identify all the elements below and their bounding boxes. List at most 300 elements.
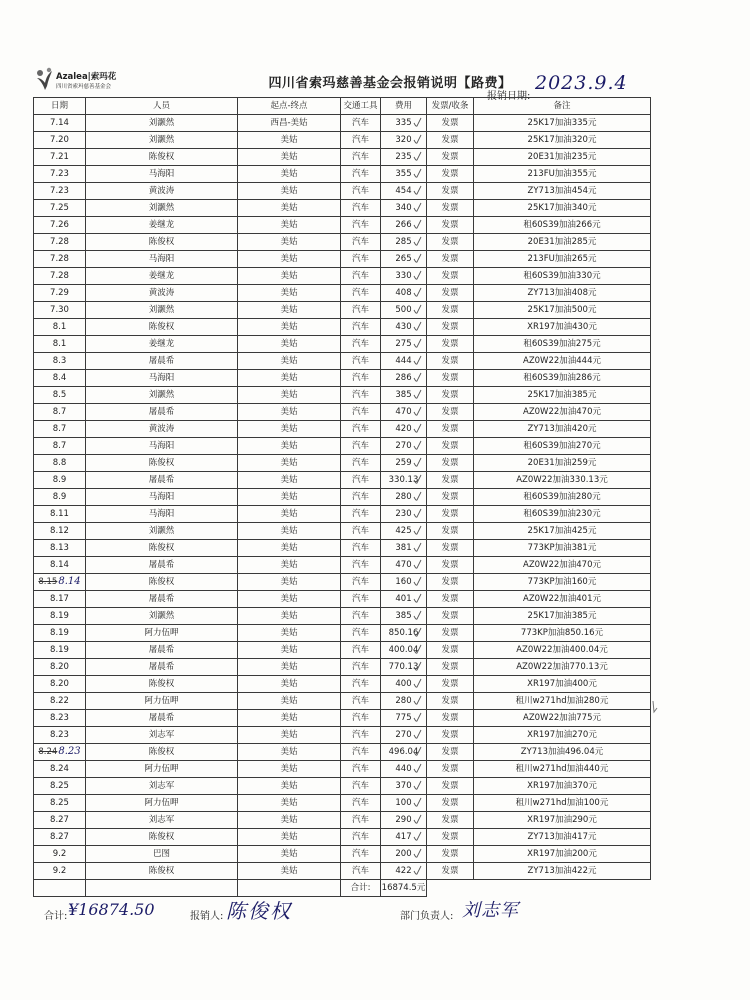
table-row	[34, 336, 651, 353]
cell-note: 20E31加油259元	[474, 455, 651, 472]
check-mark-icon	[413, 252, 422, 264]
cell-vehicle: 汽车	[341, 149, 381, 166]
check-mark-icon	[413, 303, 422, 315]
cell-receipt: 发票	[427, 370, 474, 387]
cell-route: 美姑	[238, 268, 341, 285]
cell-date	[34, 438, 86, 455]
cell-fee: 266	[381, 217, 427, 234]
cell-person: 刘灏然	[86, 132, 238, 149]
cell-person: 刘志军	[86, 812, 238, 829]
footer-dept-head-label: 部门负责人:	[400, 911, 454, 922]
cell-vehicle: 汽车	[341, 421, 381, 438]
cell-person: 陈俊权	[86, 455, 238, 472]
cell-note: AZ0W22加油401元	[474, 591, 651, 608]
cell-note: 租60S39加油286元	[474, 370, 651, 387]
cell-fee: 420	[381, 421, 427, 438]
cell-fee: 270	[381, 438, 427, 455]
cell-receipt: 发票	[427, 319, 474, 336]
cell-route: 美姑	[238, 285, 341, 302]
cell-fee: 235	[381, 149, 427, 166]
date-text: 8.24	[38, 747, 58, 757]
dept-head-signature: 刘志军	[462, 900, 519, 921]
cell-note: XR197加油430元	[474, 319, 651, 336]
cell-note: ZY713加油422元	[474, 863, 651, 880]
cell-note: AZ0W22加油330.13元	[474, 472, 651, 489]
check-mark-icon	[413, 796, 422, 808]
cell-note: 25K17加油385元	[474, 608, 651, 625]
table-row	[34, 370, 651, 387]
cell-fee: 454	[381, 183, 427, 200]
empty-cell	[34, 880, 86, 897]
cell-route: 美姑	[238, 200, 341, 217]
date-text: 8.23	[50, 730, 69, 740]
cell-receipt: 发票	[427, 727, 474, 744]
cell-date	[34, 846, 86, 863]
col-note: 备注	[474, 98, 651, 115]
cell-person: 陈俊权	[86, 540, 238, 557]
expense-table	[33, 97, 651, 897]
cell-vehicle: 汽车	[341, 676, 381, 693]
cell-note: 773KP加油850.16元	[474, 625, 651, 642]
cell-route: 美姑	[238, 421, 341, 438]
cell-person: 巴图	[86, 846, 238, 863]
table-row	[34, 132, 651, 149]
margin-check-mark-icon	[651, 700, 659, 714]
table-row	[34, 319, 651, 336]
cell-date	[34, 387, 86, 404]
check-mark-icon	[413, 150, 422, 162]
table-row	[34, 557, 651, 574]
check-mark-icon	[413, 286, 422, 298]
cell-note: AZ0W22加油470元	[474, 404, 651, 421]
table-row	[34, 421, 651, 438]
table-row	[34, 625, 651, 642]
cell-date	[34, 676, 86, 693]
cell-route: 美姑	[238, 727, 341, 744]
cell-receipt: 发票	[427, 268, 474, 285]
cell-vehicle: 汽车	[341, 115, 381, 132]
report-date-handwritten: 2023.9.4	[535, 72, 628, 94]
table-row	[34, 540, 651, 557]
cell-note: 213FU加油265元	[474, 251, 651, 268]
cell-note: XR197加油290元	[474, 812, 651, 829]
cell-date	[34, 166, 86, 183]
cell-date	[34, 285, 86, 302]
cell-receipt: 发票	[427, 608, 474, 625]
cell-fee: 400.04	[381, 642, 427, 659]
table-row	[34, 693, 651, 710]
cell-vehicle: 汽车	[341, 166, 381, 183]
cell-fee: 417	[381, 829, 427, 846]
date-text: 8.4	[52, 373, 67, 383]
check-mark-icon	[413, 456, 422, 468]
check-mark-icon	[413, 558, 422, 570]
cell-route: 美姑	[238, 166, 341, 183]
cell-date	[34, 115, 86, 132]
cell-note: ZY713加油496.04元	[474, 744, 651, 761]
cell-note: ZY713加油420元	[474, 421, 651, 438]
cell-route: 美姑	[238, 251, 341, 268]
cell-receipt: 发票	[427, 744, 474, 761]
empty-cell	[427, 880, 474, 897]
cell-receipt: 发票	[427, 489, 474, 506]
cell-note: XR197加油370元	[474, 778, 651, 795]
check-mark-icon	[413, 813, 422, 825]
cell-person: 马海阳	[86, 506, 238, 523]
cell-vehicle: 汽车	[341, 370, 381, 387]
cell-fee: 100	[381, 795, 427, 812]
cell-route: 美姑	[238, 234, 341, 251]
table-row	[34, 710, 651, 727]
date-text: 9.2	[52, 849, 67, 859]
date-text: 8.9	[52, 475, 67, 485]
cell-fee: 770.13	[381, 659, 427, 676]
cell-date	[34, 829, 86, 846]
cell-route: 美姑	[238, 183, 341, 200]
check-mark-icon	[413, 269, 422, 281]
table-row	[34, 778, 651, 795]
cell-route: 美姑	[238, 132, 341, 149]
table-row	[34, 251, 651, 268]
cell-note: XR197加油400元	[474, 676, 651, 693]
cell-receipt: 发票	[427, 387, 474, 404]
cell-receipt: 发票	[427, 540, 474, 557]
cell-vehicle: 汽车	[341, 574, 381, 591]
table-total-row	[34, 880, 651, 897]
cell-date	[34, 183, 86, 200]
cell-note: AZ0W22加油770.13元	[474, 659, 651, 676]
logo-name: Azalea|索玛花	[56, 72, 117, 82]
date-text: 8.19	[50, 628, 69, 638]
col-person: 人员	[86, 98, 238, 115]
cell-note: 773KP加油381元	[474, 540, 651, 557]
cell-person: 刘志军	[86, 727, 238, 744]
cell-note: 25K17加油335元	[474, 115, 651, 132]
date-text: 8.27	[50, 832, 69, 842]
check-mark-icon	[413, 337, 422, 349]
cell-route: 美姑	[238, 693, 341, 710]
cell-vehicle: 汽车	[341, 761, 381, 778]
date-correction-handwritten: 8.14	[58, 576, 81, 587]
table-row	[34, 149, 651, 166]
date-text: 7.20	[50, 135, 69, 145]
cell-vehicle: 汽车	[341, 132, 381, 149]
table-row	[34, 166, 651, 183]
cell-receipt: 发票	[427, 506, 474, 523]
date-text: 8.7	[52, 424, 67, 434]
cell-note: 租60S39加油330元	[474, 268, 651, 285]
cell-person: 马海阳	[86, 489, 238, 506]
cell-note: 租60S39加油275元	[474, 336, 651, 353]
cell-receipt: 发票	[427, 455, 474, 472]
cell-date	[34, 506, 86, 523]
cell-date	[34, 251, 86, 268]
cell-date	[34, 353, 86, 370]
cell-receipt: 发票	[427, 829, 474, 846]
cell-date	[34, 489, 86, 506]
date-text: 7.29	[50, 288, 69, 298]
col-vehicle: 交通工具	[341, 98, 381, 115]
cell-route: 美姑	[238, 574, 341, 591]
cell-fee: 340	[381, 200, 427, 217]
cell-receipt: 发票	[427, 200, 474, 217]
date-text: 7.26	[50, 220, 69, 230]
check-mark-icon	[413, 677, 422, 689]
date-text: 8.5	[52, 390, 67, 400]
empty-cell	[238, 880, 341, 897]
cell-person: 姜继龙	[86, 268, 238, 285]
cell-person: 姜继龙	[86, 217, 238, 234]
cell-note: 213FU加油355元	[474, 166, 651, 183]
cell-fee: 280	[381, 489, 427, 506]
table-row	[34, 302, 651, 319]
footer-reimburser-label: 报销人:	[190, 911, 224, 922]
cell-note: XR197加油200元	[474, 846, 651, 863]
cell-date	[34, 778, 86, 795]
cell-date	[34, 625, 86, 642]
cell-route: 美姑	[238, 404, 341, 421]
cell-date	[34, 370, 86, 387]
cell-vehicle: 汽车	[341, 404, 381, 421]
cell-receipt: 发票	[427, 353, 474, 370]
cell-note: 租60S39加油230元	[474, 506, 651, 523]
cell-receipt: 发票	[427, 642, 474, 659]
cell-note: ZY713加油408元	[474, 285, 651, 302]
check-mark-icon	[413, 201, 422, 213]
table-row	[34, 217, 651, 234]
cell-receipt: 发票	[427, 693, 474, 710]
cell-receipt: 发票	[427, 421, 474, 438]
check-mark-icon	[413, 745, 422, 757]
table-row	[34, 574, 651, 591]
cell-vehicle: 汽车	[341, 472, 381, 489]
date-text: 8.9	[52, 492, 67, 502]
cell-route: 西昌-美姑	[238, 115, 341, 132]
date-text: 7.25	[50, 203, 69, 213]
cell-note: 租60S39加油266元	[474, 217, 651, 234]
cell-vehicle: 汽车	[341, 591, 381, 608]
check-mark-icon	[413, 320, 422, 332]
cell-date	[34, 574, 86, 591]
check-mark-icon	[413, 422, 422, 434]
cell-person: 阿力伍呷	[86, 795, 238, 812]
cell-person: 陈俊权	[86, 744, 238, 761]
cell-person: 陈俊权	[86, 319, 238, 336]
check-mark-icon	[413, 643, 422, 655]
cell-route: 美姑	[238, 557, 341, 574]
cell-vehicle: 汽车	[341, 251, 381, 268]
cell-fee: 470	[381, 557, 427, 574]
cell-fee: 470	[381, 404, 427, 421]
cell-vehicle: 汽车	[341, 557, 381, 574]
cell-person: 陈俊权	[86, 574, 238, 591]
table-row	[34, 506, 651, 523]
cell-person: 陈俊权	[86, 676, 238, 693]
cell-route: 美姑	[238, 489, 341, 506]
check-mark-icon	[413, 626, 422, 638]
date-text: 8.8	[52, 458, 67, 468]
check-mark-icon	[413, 711, 422, 723]
cell-receipt: 发票	[427, 302, 474, 319]
cell-date	[34, 693, 86, 710]
cell-date	[34, 812, 86, 829]
check-mark-icon	[413, 116, 422, 128]
cell-receipt: 发票	[427, 217, 474, 234]
check-mark-icon	[413, 694, 422, 706]
footer-total-label: 合计:	[44, 911, 68, 922]
cell-person: 屠晨希	[86, 557, 238, 574]
cell-vehicle: 汽车	[341, 285, 381, 302]
cell-receipt: 发票	[427, 574, 474, 591]
cell-person: 屠晨希	[86, 659, 238, 676]
cell-fee: 850.16	[381, 625, 427, 642]
col-date: 日期	[34, 98, 86, 115]
date-text: 8.23	[50, 713, 69, 723]
cell-route: 美姑	[238, 302, 341, 319]
table-row	[34, 489, 651, 506]
date-text: 8.24	[50, 764, 69, 774]
cell-route: 美姑	[238, 676, 341, 693]
cell-fee: 160	[381, 574, 427, 591]
cell-vehicle: 汽车	[341, 778, 381, 795]
cell-person: 黄波涛	[86, 285, 238, 302]
check-mark-icon	[413, 371, 422, 383]
cell-date	[34, 319, 86, 336]
date-text: 8.7	[52, 441, 67, 451]
cell-person: 陈俊权	[86, 863, 238, 880]
cell-date	[34, 523, 86, 540]
date-text: 8.25	[50, 781, 69, 791]
cell-date	[34, 557, 86, 574]
cell-date	[34, 761, 86, 778]
cell-note: 25K17加油340元	[474, 200, 651, 217]
cell-fee: 440	[381, 761, 427, 778]
date-text: 8.11	[50, 509, 69, 519]
check-mark-icon	[413, 728, 422, 740]
table-row	[34, 523, 651, 540]
cell-vehicle: 汽车	[341, 489, 381, 506]
check-mark-icon	[413, 184, 422, 196]
cell-fee: 285	[381, 234, 427, 251]
date-text: 8.13	[50, 543, 69, 553]
cell-receipt: 发票	[427, 438, 474, 455]
date-text: 7.23	[50, 186, 69, 196]
cell-receipt: 发票	[427, 115, 474, 132]
date-text: 8.12	[50, 526, 69, 536]
date-text: 7.14	[50, 118, 69, 128]
cell-person: 马海阳	[86, 370, 238, 387]
cell-vehicle: 汽车	[341, 642, 381, 659]
cell-route: 美姑	[238, 319, 341, 336]
empty-cell	[86, 880, 238, 897]
logo-subtitle: 四川省索玛慈善基金会	[56, 84, 112, 90]
cell-note: AZ0W22加油444元	[474, 353, 651, 370]
table-row	[34, 812, 651, 829]
cell-note: AZ0W22加油470元	[474, 557, 651, 574]
table-row	[34, 404, 651, 421]
cell-receipt: 发票	[427, 761, 474, 778]
table-row	[34, 795, 651, 812]
cell-receipt: 发票	[427, 659, 474, 676]
cell-date	[34, 795, 86, 812]
cell-note: 租川w271hd加油100元	[474, 795, 651, 812]
cell-receipt: 发票	[427, 625, 474, 642]
cell-vehicle: 汽车	[341, 829, 381, 846]
table-header-row	[34, 98, 651, 115]
cell-route: 美姑	[238, 829, 341, 846]
cell-fee: 355	[381, 166, 427, 183]
cell-receipt: 发票	[427, 132, 474, 149]
date-correction-handwritten: 8.23	[58, 746, 81, 757]
cell-note: 25K17加油500元	[474, 302, 651, 319]
cell-note: ZY713加油454元	[474, 183, 651, 200]
table-row	[34, 642, 651, 659]
cell-fee: 280	[381, 693, 427, 710]
cell-fee: 496.04	[381, 744, 427, 761]
cell-date	[34, 608, 86, 625]
date-text: 8.7	[52, 407, 67, 417]
cell-date	[34, 302, 86, 319]
table-row	[34, 659, 651, 676]
cell-fee: 370	[381, 778, 427, 795]
cell-person: 屠晨希	[86, 642, 238, 659]
date-text: 8.15	[38, 577, 58, 587]
cell-note: 25K17加油385元	[474, 387, 651, 404]
cell-fee: 286	[381, 370, 427, 387]
cell-date	[34, 217, 86, 234]
table-row	[34, 608, 651, 625]
cell-receipt: 发票	[427, 863, 474, 880]
check-mark-icon	[413, 473, 422, 485]
cell-vehicle: 汽车	[341, 217, 381, 234]
cell-note: 租60S39加油280元	[474, 489, 651, 506]
cell-fee: 259	[381, 455, 427, 472]
table-row	[34, 285, 651, 302]
cell-receipt: 发票	[427, 557, 474, 574]
cell-person: 姜继龙	[86, 336, 238, 353]
cell-note: XR197加油270元	[474, 727, 651, 744]
cell-date	[34, 268, 86, 285]
cell-person: 黄波涛	[86, 183, 238, 200]
date-text: 8.17	[50, 594, 69, 604]
cell-route: 美姑	[238, 659, 341, 676]
cell-date	[34, 540, 86, 557]
cell-fee: 401	[381, 591, 427, 608]
date-text: 8.14	[50, 560, 69, 570]
date-text: 9.2	[52, 866, 67, 876]
cell-route: 美姑	[238, 353, 341, 370]
date-text: 7.28	[50, 254, 69, 264]
date-text: 8.1	[52, 322, 67, 332]
check-mark-icon	[413, 133, 422, 145]
cell-date	[34, 200, 86, 217]
check-mark-icon	[413, 388, 422, 400]
cell-route: 美姑	[238, 506, 341, 523]
cell-note: 25K17加油320元	[474, 132, 651, 149]
check-mark-icon	[413, 762, 422, 774]
report-date-label: 报销日期:	[487, 91, 531, 102]
cell-receipt: 发票	[427, 795, 474, 812]
cell-fee: 400	[381, 676, 427, 693]
check-mark-icon	[413, 405, 422, 417]
cell-fee: 330	[381, 268, 427, 285]
cell-receipt: 发票	[427, 149, 474, 166]
cell-person: 屠晨希	[86, 710, 238, 727]
cell-date	[34, 591, 86, 608]
cell-vehicle: 汽车	[341, 659, 381, 676]
date-text: 8.20	[50, 679, 69, 689]
cell-vehicle: 汽车	[341, 268, 381, 285]
